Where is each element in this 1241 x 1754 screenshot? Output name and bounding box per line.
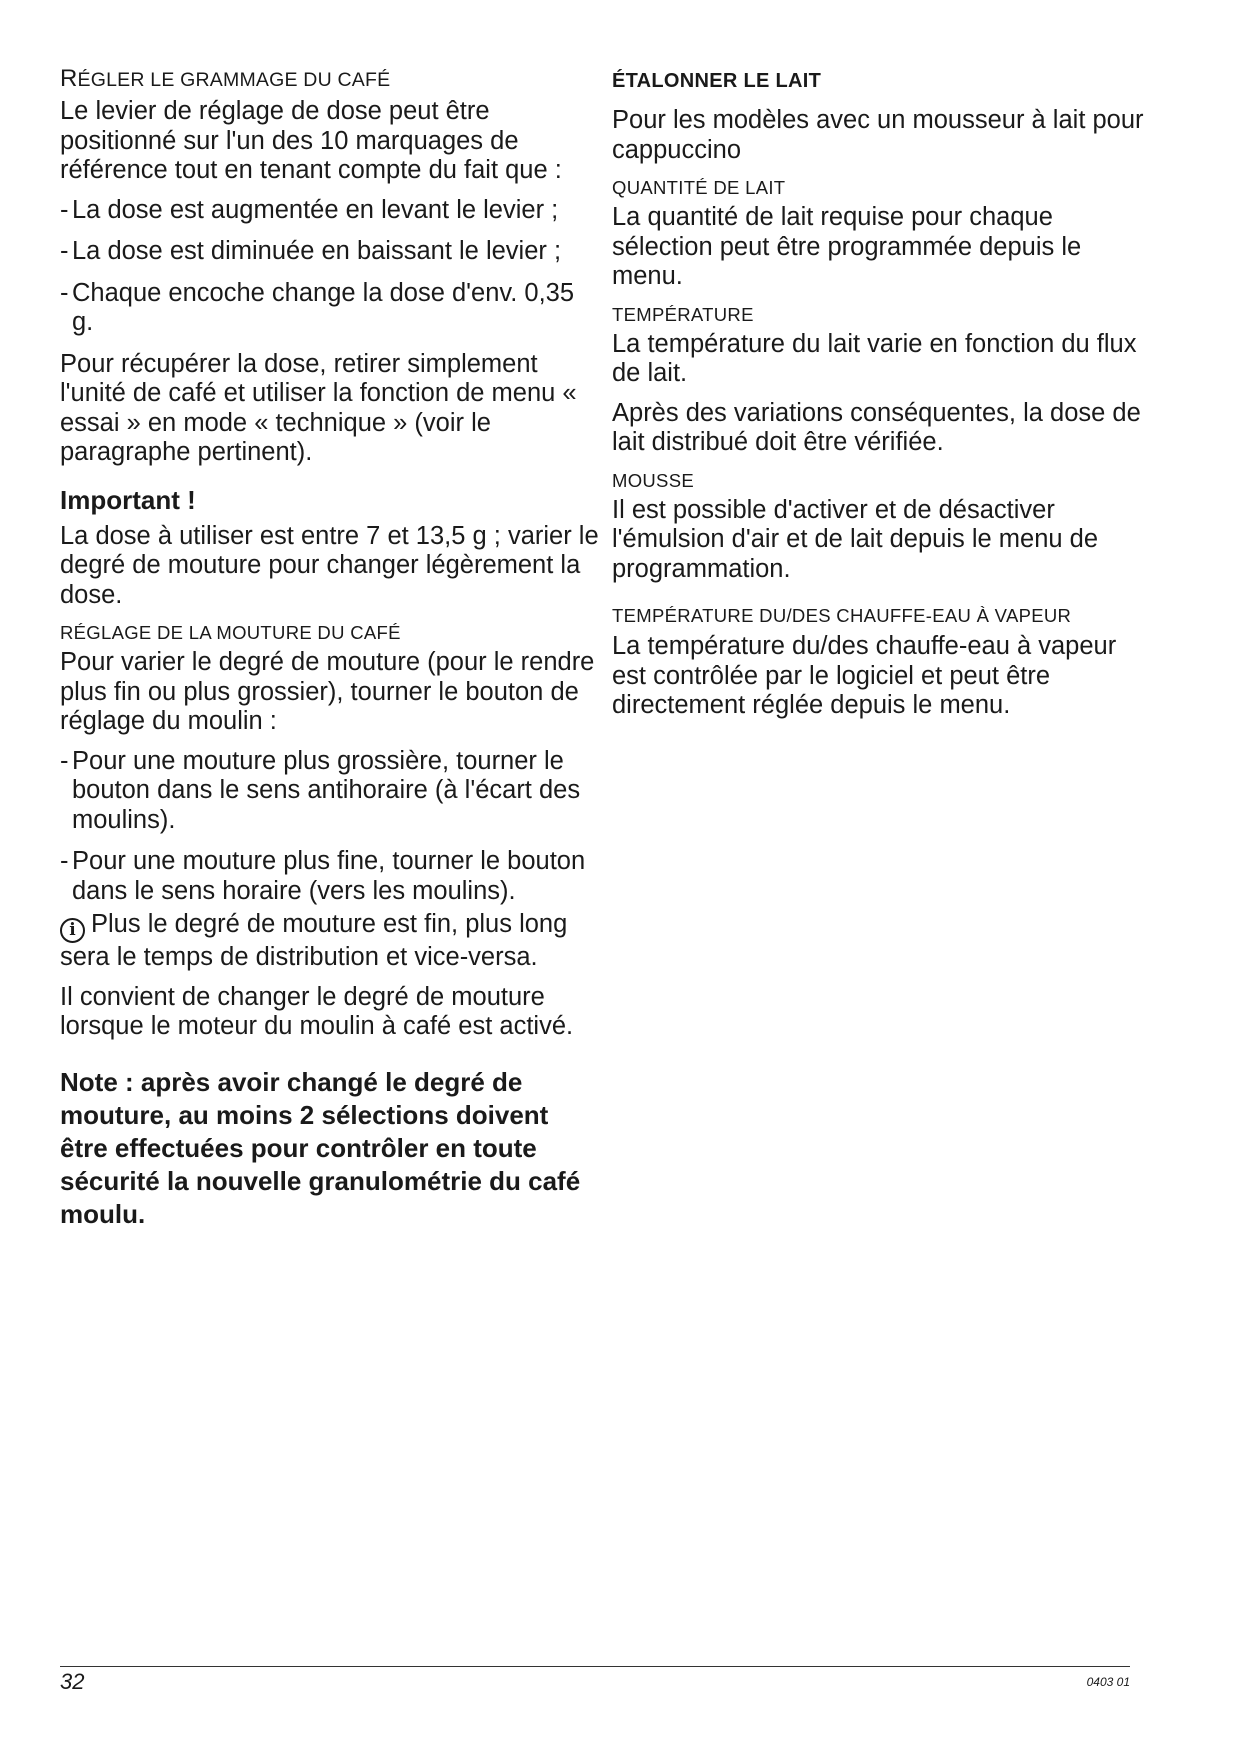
paragraph-recuperer-dose: Pour récupérer la dose, retirer simplement l'unité de café et utiliser la fonction de menu « essai » en mode « technique » (voir le paragraphe pertinent). <box>60 349 577 466</box>
note-paragraph: Note : après avoir changé le degré de mouture, au moins 2 sélections doivent être effectuées pour contrôler en toute sécurité la nouvelle granulométrie du café moulu. <box>60 1066 581 1229</box>
info-text: Plus le degré de mouture est fin, plus long sera le temps de distribution et vice-versa. <box>60 910 568 971</box>
heading-quantite-lait: QUANTITÉ DE LAIT <box>612 177 786 198</box>
dash-bullet: - <box>60 195 69 224</box>
heading-regler-grammage <box>60 66 600 93</box>
info-icon: i <box>60 918 85 943</box>
list-item <box>60 747 600 836</box>
paragraph-temperature-lait: La température du lait varie en fonction du flux de lait. <box>612 329 1137 387</box>
paragraph-changer-mouture: Il convient de changer le degré de mouture lorsque le moteur du moulin à café est activé. <box>60 982 574 1040</box>
list-item-text: Pour une mouture plus fine, tourner le bouton dans le sens horaire (vers les moulins). <box>72 847 586 905</box>
heading-reglage-mouture: RÉGLAGE DE LA MOUTURE DU CAFÉ <box>60 622 401 643</box>
heading-rest: ÉGLER LE GRAMMAGE DU CAFÉ <box>77 69 391 91</box>
heading-initial: R <box>60 65 78 92</box>
list-item <box>60 279 600 338</box>
list-item <box>60 847 600 906</box>
dash-bullet: - <box>60 237 69 265</box>
heading-temperature-chauffe-eau: TEMPÉRATURE DU/DES CHAUFFE-EAU À VAPEUR <box>612 605 1072 626</box>
paragraph-levier: Le levier de réglage de dose peut être positionné sur l'un des 10 marquages de référence tout en tenant compte du fait que : <box>60 97 562 184</box>
page-number: 32 <box>60 1669 85 1694</box>
heading-etalonner-lait: ÉTALONNER LE LAIT <box>612 70 822 92</box>
heading-temperature: TEMPÉRATURE <box>612 303 754 325</box>
list-item-text: La dose est augmentée en levant le levier ; <box>72 195 559 224</box>
right-column <box>612 66 1152 731</box>
heading-mousse: MOUSSE <box>612 469 694 491</box>
paragraph-quantite-lait: La quantité de lait requise pour chaque sélection peut être programmée depuis le menu. <box>612 203 1082 290</box>
dash-bullet: - <box>60 278 69 307</box>
list-item-text: Chaque encoche change la dose d'env. 0,35 g. <box>72 278 575 336</box>
dash-bullet: - <box>60 746 69 775</box>
document-code: 0403 01 <box>1086 1675 1130 1689</box>
footer-divider <box>60 1666 1130 1667</box>
left-column <box>60 66 600 1231</box>
dash-bullet: - <box>60 847 69 875</box>
list-item <box>60 237 600 267</box>
paragraph-dose-range: La dose à utiliser est entre 7 et 13,5 g ; varier le degré de mouture pour changer légèrement la dose. <box>60 521 599 609</box>
paragraph-variations: Après des variations conséquentes, la dose de lait distribué doit être vérifiée. <box>612 398 1141 456</box>
paragraph-varier-mouture: Pour varier le degré de mouture (pour le rendre plus fin ou plus grossier), tourner le bouton de réglage du moulin : <box>60 648 595 735</box>
info-paragraph <box>60 910 600 973</box>
paragraph-mousse: Il est possible d'activer et de désactiver l'émulsion d'air et de lait depuis le menu de programmation. <box>612 495 1099 583</box>
paragraph-chauffe-eau: La température du/des chauffe-eau à vapeur est contrôlée par le logiciel et peut être directement réglée depuis le menu. <box>612 632 1117 719</box>
important-heading: Important ! <box>60 484 196 515</box>
list-item <box>60 196 600 226</box>
list-item-text: Pour une mouture plus grossière, tourner le bouton dans le sens antihoraire (à l'écart des moulins). <box>72 746 581 834</box>
paragraph-modeles-mousseur: Pour les modèles avec un mousseur à lait pour cappuccino <box>612 106 1144 164</box>
list-item-text: La dose est diminuée en baissant le levier ; <box>72 237 562 265</box>
